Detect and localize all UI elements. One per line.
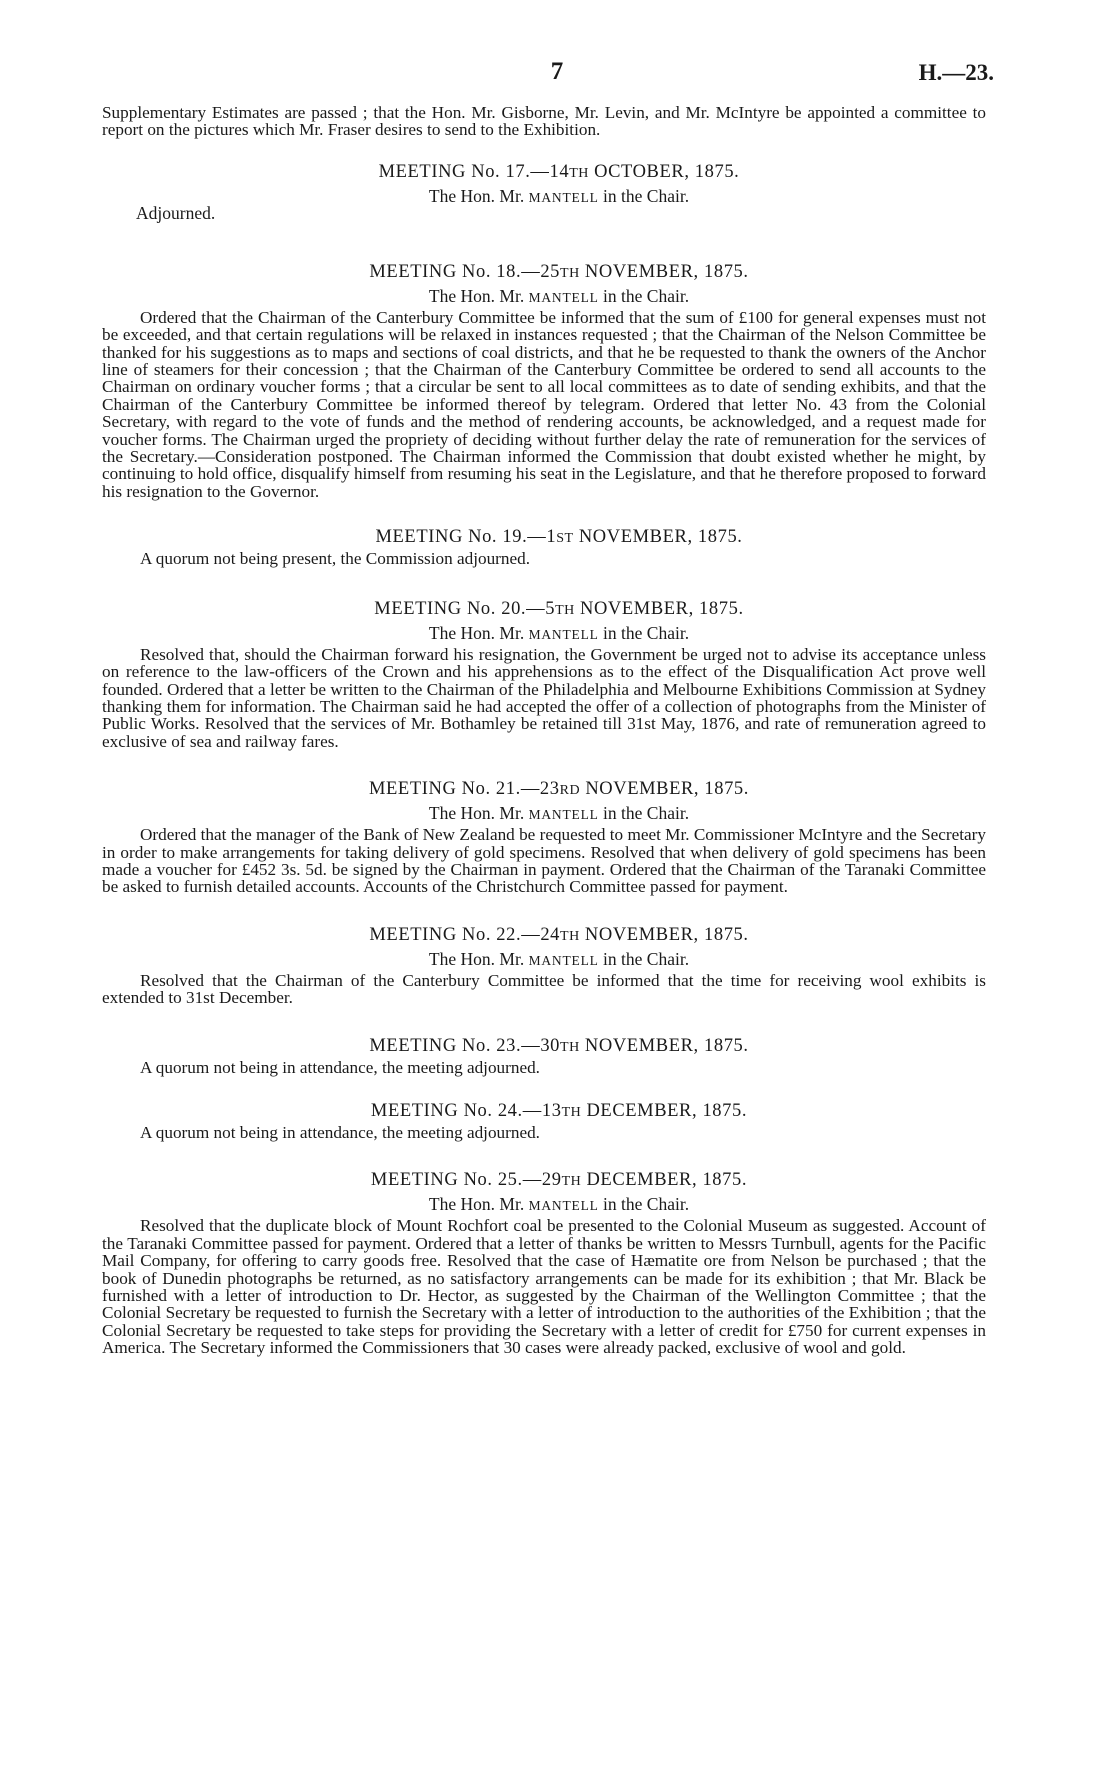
meeting-heading: MEETING No. 25.—29TH DECEMBER, 1875. <box>370 1170 748 1191</box>
meeting-19 <box>102 526 986 567</box>
meeting-17 <box>102 161 986 249</box>
meeting-minutes: Resolved that the duplicate block of Mount Rochfort coal be presented to the Colonial Museum as suggested. Account of the Taranaki Committee passed for payment. Ordered that a letter of thanks be written to Messrs Turnbull, agents for the Pacific Mail Company, for offering to carry goods free. Resolved that the case of Hæmatite ore from Nelson be purchased ; that the book of Dunedin photographs be returned, as no satisfactory arrangements can be made for its exhibition ; that Mr. Black be furnished with a letter of introduction to Dr. Hector, as suggested by the Chairman of the Wellington Committee ; that the Colonial Secretary be requested to furnish the Secretary with a letter of introduction to the authorities of the Exhibition ; that the Colonial Secretary be requested to take steps for providing the Secretary with a letter of credit for £750 for current expenses in America. The Secretary informed the Commissioners that 30 cases were already packed, exclusive of wool and gold. <box>102 1216 986 1358</box>
meeting-heading: MEETING No. 24.—13TH DECEMBER, 1875. <box>370 1100 748 1121</box>
meeting-20 <box>102 598 986 750</box>
meeting-heading: MEETING No. 20.—5TH NOVEMBER, 1875. <box>374 598 744 619</box>
meeting-chair: The Hon. Mr. MANTELL in the Chair. <box>428 622 690 643</box>
meeting-chair: The Hon. Mr. MANTELL in the Chair. <box>428 1194 690 1215</box>
meeting-chair: The Hon. Mr. MANTELL in the Chair. <box>428 185 690 206</box>
meeting-25 <box>102 1169 986 1356</box>
meeting-minutes: A quorum not being in attendance, the meeting adjourned. <box>140 1122 540 1142</box>
meeting-24 <box>102 1100 986 1141</box>
meeting-22 <box>102 924 986 1007</box>
document-reference: H.—23. <box>918 60 994 85</box>
meeting-chair: The Hon. Mr. MANTELL in the Chair. <box>428 803 690 824</box>
meeting-heading: MEETING No. 21.—23RD NOVEMBER, 1875. <box>368 779 750 800</box>
intro-paragraph: Supplementary Estimates are passed ; that the Hon. Mr. Gisborne, Mr. Levin, and Mr. McIntyre be appointed a committee to report on the pictures which Mr. Fraser desires to send to the Exhibition. <box>102 103 986 140</box>
page-body <box>102 104 986 1357</box>
meeting-chair: The Hon. Mr. MANTELL in the Chair. <box>428 285 690 306</box>
meeting-heading: MEETING No. 23.—30TH NOVEMBER, 1875. <box>369 1035 749 1056</box>
meeting-chair: The Hon. Mr. MANTELL in the Chair. <box>428 948 690 969</box>
meeting-18 <box>102 261 986 500</box>
meeting-minutes: A quorum not being present, the Commission adjourned. <box>140 549 531 569</box>
meeting-minutes: Ordered that the Chairman of the Canterbury Committee be informed that the sum of £100 for general expenses must not be exceeded, and that certain regulations will be relaxed in instances requested ; that the Chairman of the Nelson Committee be thanked for his suggestions as to maps and sections of coal districts, and that he be requested to thank the owners of the Anchor line of steamers for their concession ; that the Chairman of the Canterbury Committee be ordered to send all accounts to the Chairman on ordinary voucher forms ; that a circular be sent to all local committees as to date of sending exhibits, and that the Chairman of the Canterbury Committee be informed thereof by telegram. Ordered that letter No. 43 from the Colonial Secretary, with regard to the vote of funds and the method of rendering accounts, be acknowledged, and a request made for voucher forms. The Chairman urged the propriety of deciding without further delay the rate of remuneration for the services of the Secretary.—Consideration postponed. The Chairman informed the Commission that doubt existed whether he might, by continuing to hold office, disqualify himself from resuming his seat in the Legislature, and that he therefore proposed to forward his resignation to the Governor. <box>102 307 986 501</box>
meeting-minutes: Ordered that the manager of the Bank of New Zealand be requested to meet Mr. Commissioner McIntyre and the Secretary in order to make arrangements for taking delivery of gold specimens. Resolved that when delivery of gold specimens has been made a voucher for £452 3s. 5d. be signed by the Chairman in payment. Ordered that the Chairman of the Taranaki Committee be asked to furnish detailed accounts. Accounts of the Christchurch Committee passed for payment. <box>102 825 986 897</box>
meeting-minutes: A quorum not being in attendance, the meeting adjourned. <box>140 1057 540 1077</box>
meeting-21 <box>102 778 986 896</box>
meeting-heading: MEETING No. 18.—25TH NOVEMBER, 1875. <box>369 261 749 282</box>
page-number: 7 <box>550 58 564 85</box>
meeting-minutes: Resolved that the Chairman of the Canterbury Committee be informed that the time for receiving wool exhibits is extended to 31st December. <box>102 970 986 1008</box>
meeting-heading: MEETING No. 22.—24TH NOVEMBER, 1875. <box>369 924 749 945</box>
meeting-heading: MEETING No. 17.—14TH OCTOBER, 1875. <box>378 161 740 182</box>
meeting-23 <box>102 1035 986 1076</box>
meeting-minutes: Resolved that, should the Chairman forward his resignation, the Government be urged not to advise its acceptance unless on reference to the law-officers of the Crown and his apprehensions as to the effect of the Disqualification Act prove well founded. Ordered that a letter be written to the Chairman of the Philadelphia and Melbourne Exhibitions Commission at Sydney thanking them for information. The Chairman said he had accepted the offer of a collection of photographs from the Minister of Public Works. Resolved that the services of Mr. Bothamley be retained till 31st May, 1876, and rate of remuneration agreed to exclusive of sea and railway fares. <box>102 644 986 751</box>
adjourned-note: Adjourned. <box>136 202 216 223</box>
meeting-heading: MEETING No. 19.—1ST NOVEMBER, 1875. <box>375 527 743 548</box>
